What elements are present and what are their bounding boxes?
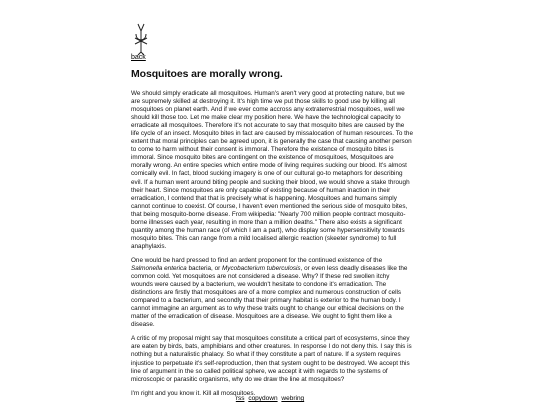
species-name: Mycobacterium tuberculosis [221,264,301,272]
stick-figure-logo-icon [131,22,151,56]
copydown-link[interactable]: copydown [248,395,278,402]
rss-link[interactable]: rss [235,395,245,402]
paragraph-text: , or even less deadly diseases like the common cold. Yet mosquitoes are not considered a disease. Why? If these red swollen itchy wounds were caused by a bacterium, we wouldn't hesitate to condone it's erradication. The distinctions are firstly that mosquitoes are of a more complex and numerous construction of cells compared to a bacterium, and secondly that their primary habitat is exterior to the human body. I cannot immagine an argument as to why these traits ought to change our ethical decisions on the matter of the erradication of disease. Mosquitoes are a disease. We ought to fight them like a disease. [131,264,408,329]
back-link[interactable]: back [131,54,146,61]
article-paragraph: A critic of my proposal might say that mosquitoes constitute a critical part of ecosystems, since they are eaten by birds, bats, amphibians and other creatures. In response I do not deny this. I say this is nothing but a naturalistic phalacy. So what if they constitute a part of nature. If a system requires injustice to perpetuate it's self-reproduction, then that system ought to be destroyed. We accept this line of argument in the so called political sphere, we accept it with regards to the systems of microscopic or parasitic organisms, why do we draw the line at mosquitoes? [131,335,412,383]
article-paragraph: I'm right and you know it. Kill all mosquitoes. [131,389,256,397]
footer-links [0,395,540,402]
article-paragraph: We should simply eradicate all mosquitoes. Human's aren't very good at protecting nature, but we are supremely skilled at destroying it. It's high time we put those skills to good use by killing all mosquitoes on planet earth. And if we ever come accross any extraterrestrial mosquitoes, well we should kill those too. Let me make clear my position here. We have the technological capacity to erradicate all mosquitoes. Therefore it's not accurate to say that mosquito bites are caused by the life cycle of an insect. Mosquito bites in fact are caused by missalocation of human resources. To the extent that moral principles can be agreed upon, it is generally the case that causing another person to come to harm without their consent is immoral. Therefore the existence of mosquito bites is immoral. Since mosquito bites are contingent on the existence of mosquitoes, Mosquitoes are morally wrong. An entire species which entire mode of living requires sucking our blood. It's almost comically evil. In fact, blood sucking imagery is one of our cultural go-to metaphors for describing evil. If a human went around biting people and sucking their blood, we would shove a stake through their heart. Since mosquitoes are only capable of existing because of human inaction in their erradication, I contend that that is precisely what is happening. Mosquitoes and humans simply cannot continue to coexist. Of course, I haven't even mentioned the serious side of mosquito bites, that being mosquito-borne disease. From wikipedia: "Nearly 700 million people contract mosquito-borne illnesses each year, resulting in more than a million deaths." There also exists a significant quantity among the human race (of which I am a part), who display some hypersensitivity towards mosquito bites. This can range from a mild localised allergic reaction (skeeter syndrome) to full anaphylaxis. [131,90,413,250]
webring-link[interactable]: webring [281,395,305,402]
article-title: Mosquitoes are morally wrong. [131,68,283,80]
species-name: Salmonella enterica [131,264,187,272]
article-paragraph [131,257,413,329]
article-body [131,90,413,404]
paragraph-text: One would be hard pressed to find an ardent proponent for the continued existence of the [131,256,383,264]
paragraph-text: bacteria, or [186,264,222,272]
